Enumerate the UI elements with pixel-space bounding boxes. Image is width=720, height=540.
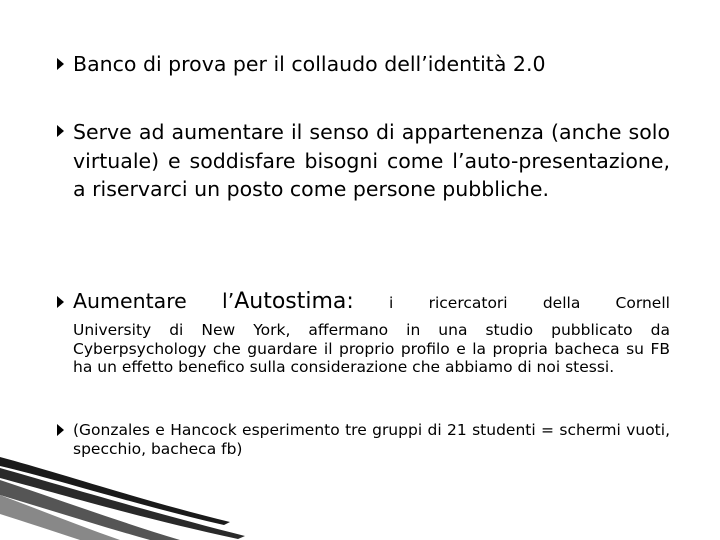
word: della xyxy=(542,294,581,312)
word-emphasis: l’Autostima: xyxy=(222,289,354,314)
word: Cornell xyxy=(615,294,670,312)
triangle-right-icon xyxy=(57,125,64,137)
bullet-text-4: (Gonzales e Hancock esperimento tre gruppi di 21 studenti = schermi vuoti, specchio, bacheca fb) xyxy=(73,421,670,458)
decorative-swoosh xyxy=(0,440,720,540)
word: i xyxy=(389,294,394,312)
bullet-text-1: Banco di prova per il collaudo dell’identità 2.0 xyxy=(73,52,546,76)
triangle-right-icon xyxy=(57,58,64,70)
triangle-right-icon xyxy=(57,424,64,436)
triangle-right-icon xyxy=(57,296,64,308)
bullet-text-3-first-line xyxy=(73,286,670,318)
bullet-text-3-rest: University di New York, affermano in una studio pubblicato da Cyberpsychology che guardare il proprio profilo e la propria bacheca su FB ha un effetto benefico sulla considerazione che abbiamo di noi stessi. xyxy=(73,321,670,377)
word: Aumentare xyxy=(73,289,187,313)
bullet-text-2: Serve ad aumentare il senso di appartenenza (anche solo virtuale) e soddisfare bisogni come l’auto-presentazione, a riservarci un posto come persone pubbliche. xyxy=(73,120,670,201)
word: ricercatori xyxy=(428,294,508,312)
